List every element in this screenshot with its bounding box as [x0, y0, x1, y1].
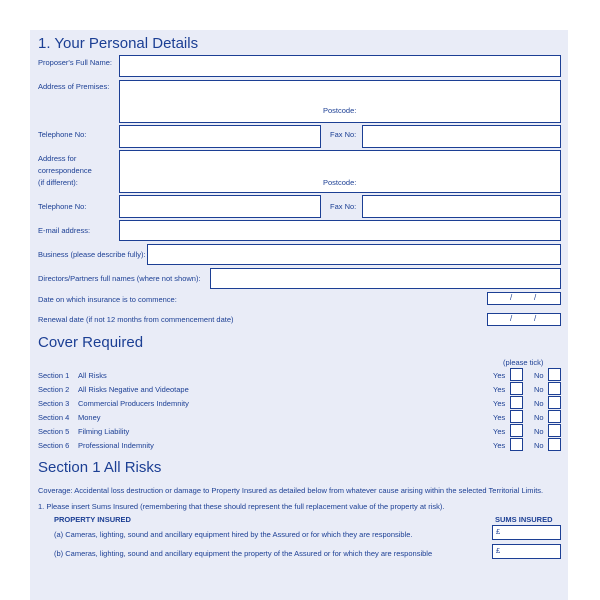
- business-field[interactable]: [147, 244, 561, 265]
- cover-section-name: Professional Indemnity: [78, 441, 154, 450]
- cover-section-number: Section 5: [38, 427, 70, 436]
- no-checkbox[interactable]: [548, 382, 561, 395]
- yes-checkbox[interactable]: [510, 396, 523, 409]
- cover-section-name: All Risks Negative and Videotape: [78, 385, 189, 394]
- cover-section-number: Section 4: [38, 413, 70, 422]
- email-field[interactable]: [119, 220, 561, 241]
- personal-details-heading: 1. Your Personal Details: [38, 35, 199, 52]
- tick-hint: (please tick): [503, 358, 544, 367]
- no-label: No: [534, 385, 544, 394]
- renewal-date-field[interactable]: [487, 313, 561, 326]
- correspondence-label-line2: correspondence: [38, 166, 92, 175]
- no-label: No: [534, 413, 544, 422]
- address-label: Address of Premises:: [38, 82, 110, 91]
- correspondence-label-line1: Address for: [38, 154, 77, 163]
- postcode-label: Postcode:: [323, 106, 357, 115]
- cover-required-heading: Cover Required: [38, 334, 144, 351]
- no-label: No: [534, 399, 544, 408]
- full-name-field[interactable]: [119, 55, 561, 77]
- email-label: E-mail address:: [38, 226, 91, 235]
- cover-section-number: Section 1: [38, 371, 70, 380]
- cover-section-number: Section 3: [38, 399, 70, 408]
- sums-insured-header: SUMS INSURED: [495, 515, 553, 524]
- fax-label: Fax No:: [330, 130, 357, 139]
- sums-insured-instruction: 1. Please insert Sums Insured (remembering that these should represent the full replacement value of the property at risk).: [38, 502, 445, 511]
- commence-date-label: Date on which insurance is to commence:: [38, 295, 177, 304]
- telephone-2-field[interactable]: [119, 195, 321, 218]
- directors-field[interactable]: [210, 268, 561, 289]
- property-item-a: (a) Cameras, lighting, sound and ancillary equipment hired by the Assured or for which they are responsible.: [54, 530, 413, 539]
- business-label: Business (please describe fully):: [38, 250, 146, 259]
- fax-field[interactable]: [362, 125, 561, 148]
- no-checkbox[interactable]: [548, 424, 561, 437]
- directors-label: Directors/Partners full names (where not shown):: [38, 274, 201, 283]
- correspondence-address-field[interactable]: [119, 150, 561, 193]
- cover-section-number: Section 6: [38, 441, 70, 450]
- sum-insured-a-field[interactable]: [492, 525, 561, 540]
- yes-checkbox[interactable]: [510, 438, 523, 451]
- yes-label: Yes: [493, 385, 506, 394]
- pound-sign: £: [496, 546, 501, 555]
- cover-section-number: Section 2: [38, 385, 70, 394]
- yes-checkbox[interactable]: [510, 368, 523, 381]
- proposal-form: [30, 30, 568, 600]
- sum-insured-b-field[interactable]: [492, 544, 561, 559]
- yes-label: Yes: [493, 371, 506, 380]
- fax-2-label: Fax No:: [330, 202, 357, 211]
- telephone-label: Telephone No:: [38, 130, 87, 139]
- cover-section-name: Money: [78, 413, 101, 422]
- commence-date-field[interactable]: [487, 292, 561, 305]
- date-separator: /: [510, 314, 513, 323]
- date-separator: /: [510, 293, 513, 302]
- telephone-field[interactable]: [119, 125, 321, 148]
- yes-label: Yes: [493, 427, 506, 436]
- correspondence-postcode-label: Postcode:: [323, 178, 357, 187]
- date-separator: /: [534, 293, 537, 302]
- coverage-text: Coverage: Accidental loss destruction or damage to Property Insured as detailed below from whatever cause arising within the selected Territorial Limits.: [38, 486, 544, 495]
- no-checkbox[interactable]: [548, 368, 561, 381]
- no-checkbox[interactable]: [548, 396, 561, 409]
- yes-label: Yes: [493, 399, 506, 408]
- yes-label: Yes: [493, 441, 506, 450]
- correspondence-label-line3: (if different):: [38, 178, 78, 187]
- cover-section-name: Filming Liability: [78, 427, 130, 436]
- fax-2-field[interactable]: [362, 195, 561, 218]
- yes-checkbox[interactable]: [510, 410, 523, 423]
- no-checkbox[interactable]: [548, 410, 561, 423]
- no-label: No: [534, 427, 544, 436]
- all-risks-heading: Section 1 All Risks: [38, 459, 162, 476]
- pound-sign: £: [496, 527, 501, 536]
- telephone-2-label: Telephone No:: [38, 202, 87, 211]
- date-separator: /: [534, 314, 537, 323]
- address-field[interactable]: [119, 80, 561, 123]
- property-item-b: (b) Cameras, lighting, sound and ancillary equipment the property of the Assured or for which they are responsible: [54, 549, 433, 558]
- renewal-date-label: Renewal date (if not 12 months from commencement date): [38, 315, 234, 324]
- property-insured-header: PROPERTY INSURED: [54, 515, 131, 524]
- yes-label: Yes: [493, 413, 506, 422]
- no-label: No: [534, 441, 544, 450]
- cover-section-name: All Risks: [78, 371, 107, 380]
- yes-checkbox[interactable]: [510, 382, 523, 395]
- no-checkbox[interactable]: [548, 438, 561, 451]
- full-name-label: Proposer's Full Name:: [38, 58, 112, 67]
- no-label: No: [534, 371, 544, 380]
- yes-checkbox[interactable]: [510, 424, 523, 437]
- cover-section-name: Commercial Producers Indemnity: [78, 399, 189, 408]
